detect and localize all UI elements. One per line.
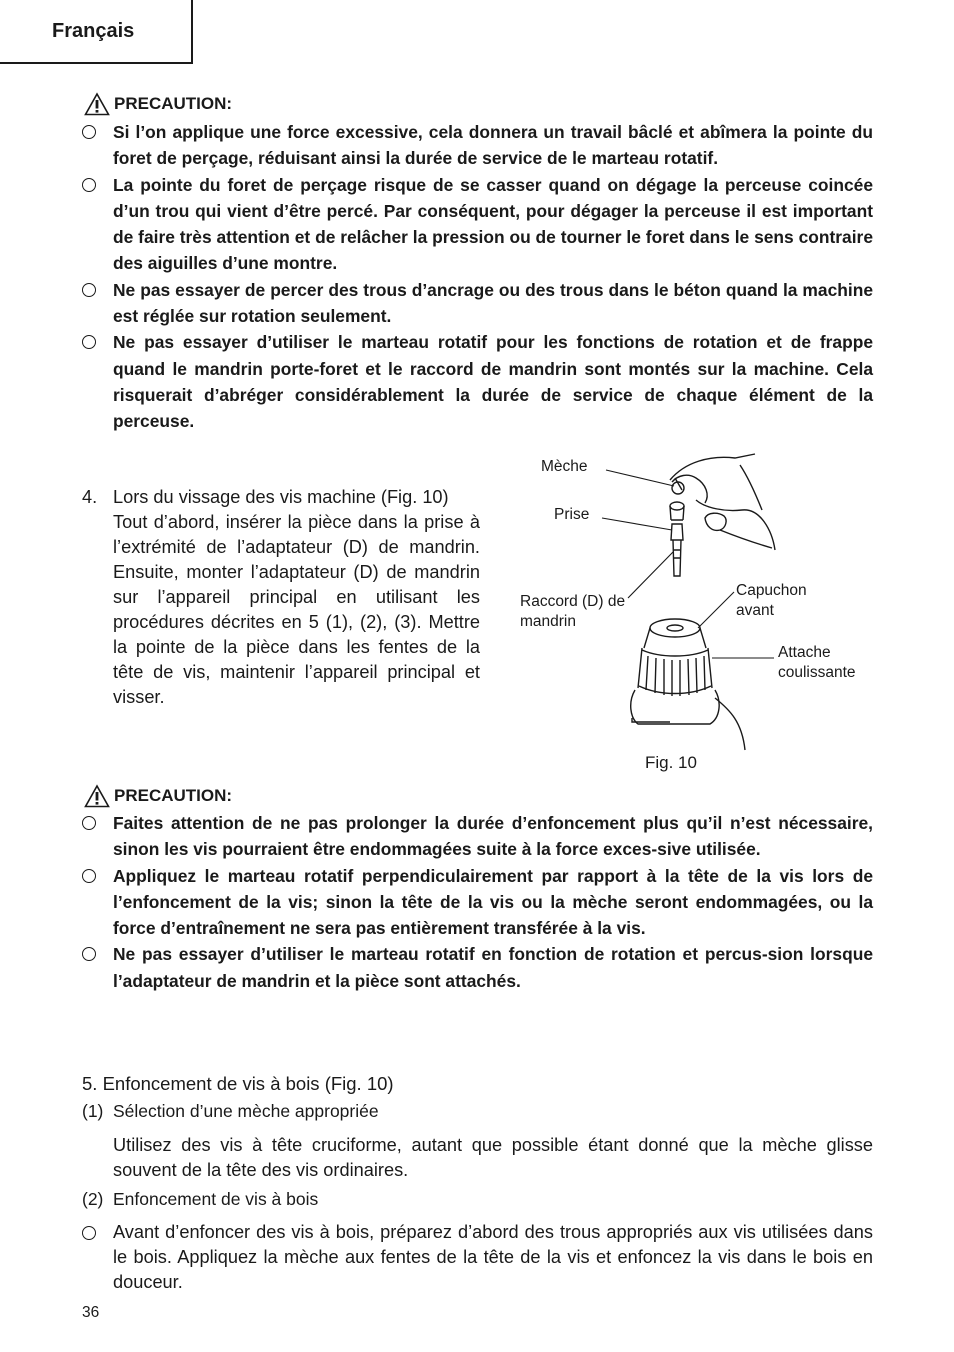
section-4-body: Tout d’abord, insérer la pièce dans la prise à l’extrémité de l’adaptateur (D) de mandrin. Ensuite, monter l’adaptateur (D) de mandrin sur l’appareil principal en utilisant les procédures décrites en 5 (1), (2), (3). Mettre la pointe de la pièce dans les fentes de la tête de vis, maintenir l’appareil principal et visser.: [113, 512, 480, 707]
caution-item: Ne pas essayer d’utiliser le marteau rotatif pour les fonctions de rotation et de frappe quand le mandrin porte-foret et le raccord de mandrin sont montés sur la machine. Cela risquerait d’abréger considérablement la durée de service de chaque élément de la perceuse.: [82, 329, 873, 434]
figure-10: [510, 440, 890, 780]
section-4-title: 4. Lors du vissage des vis machine (Fig. 10): [82, 487, 449, 507]
page-number: 36: [82, 1304, 100, 1321]
circle-bullet-icon: [82, 816, 96, 830]
subsection-2-item: Avant d’enfoncer des vis à bois, préparez d’abord des trous appropriés aux vis utilisées dans le bois. Appliquez la mèche aux fentes de la tête de la vis et enfoncez la vis dans le bois en douceur.: [82, 1220, 873, 1295]
warning-triangle-icon: [84, 784, 110, 808]
caution-list-2: [82, 810, 873, 994]
label-prise: Prise: [554, 506, 590, 523]
label-meche: Mèche: [541, 458, 588, 475]
caution-item: Faites attention de ne pas prolonger la durée d’enfoncement plus qu’il n’est nécessaire, sinon les vis pourraient être endommagées suite à la force exces-sive utilisée.: [82, 810, 873, 863]
caution-heading-1: [84, 92, 232, 116]
circle-bullet-icon: [82, 1226, 96, 1240]
caution-list-1: [82, 119, 873, 435]
section-5-title: 5. Enfoncement de vis à bois (Fig. 10): [82, 1073, 394, 1094]
circle-bullet-icon: [82, 869, 96, 883]
label-raccord: Raccord (D) de mandrin: [520, 593, 626, 630]
caution-title: PRECAUTION:: [114, 786, 233, 805]
circle-bullet-icon: [82, 178, 96, 192]
circle-bullet-icon: [82, 335, 96, 349]
label-capuchon: Capuchon avant: [736, 582, 807, 619]
caution-title: PRECAUTION:: [114, 94, 233, 113]
language-label: Français: [52, 20, 135, 42]
subsection-1-text: Utilisez des vis à tête cruciforme, autant que possible étant donné que la mèche glisse souvent de la tête des vis ordinaires.: [113, 1135, 873, 1180]
caution-item: Si l’on applique une force excessive, cela donnera un travail bâclé et abîmera la pointe du foret de perçage, réduisant ainsi la durée de service de le marteau rotatif.: [82, 119, 873, 172]
caution-item: La pointe du foret de perçage risque de se casser quand on dégage la perceuse coincée d’un trou qui vient d’être percé. Par conséquent, pour dégager la perceuse il est important de faire très attention et de relâcher la pression ou de tourner le foret dans le sens contraire des aiguilles d’une montre.: [82, 172, 873, 277]
subsection-2-heading: (2) Enfoncement de vis à bois: [82, 1189, 319, 1209]
caution-heading-2: [84, 784, 232, 808]
caution-item: Ne pas essayer d’utiliser le marteau rotatif en fonction de rotation et percus-sion lorsque l’adaptateur de mandrin et la pièce sont attachés.: [82, 941, 873, 994]
caution-item: Ne pas essayer de percer des trous d’ancrage ou des trous dans le béton quand la machine est réglée sur rotation seulement.: [82, 277, 873, 330]
label-attache: Attache coulissante: [778, 644, 856, 681]
language-tab: [0, 0, 193, 64]
section-4: [82, 485, 480, 710]
caution-item: Appliquez le marteau rotatif perpendiculairement par rapport à la tête de la vis lors de l’enfoncement de la vis; sinon la tête de la vis ou la mèche seront endommagées, ou la force d’entraînement ne sera pas entièrement transférée à la vis.: [82, 863, 873, 942]
circle-bullet-icon: [82, 947, 96, 961]
figure-caption: Fig. 10: [645, 753, 697, 772]
circle-bullet-icon: [82, 283, 96, 297]
subsection-1-heading: (1) Sélection d’une mèche appropriée: [82, 1101, 379, 1121]
warning-triangle-icon: [84, 92, 110, 116]
circle-bullet-icon: [82, 125, 96, 139]
